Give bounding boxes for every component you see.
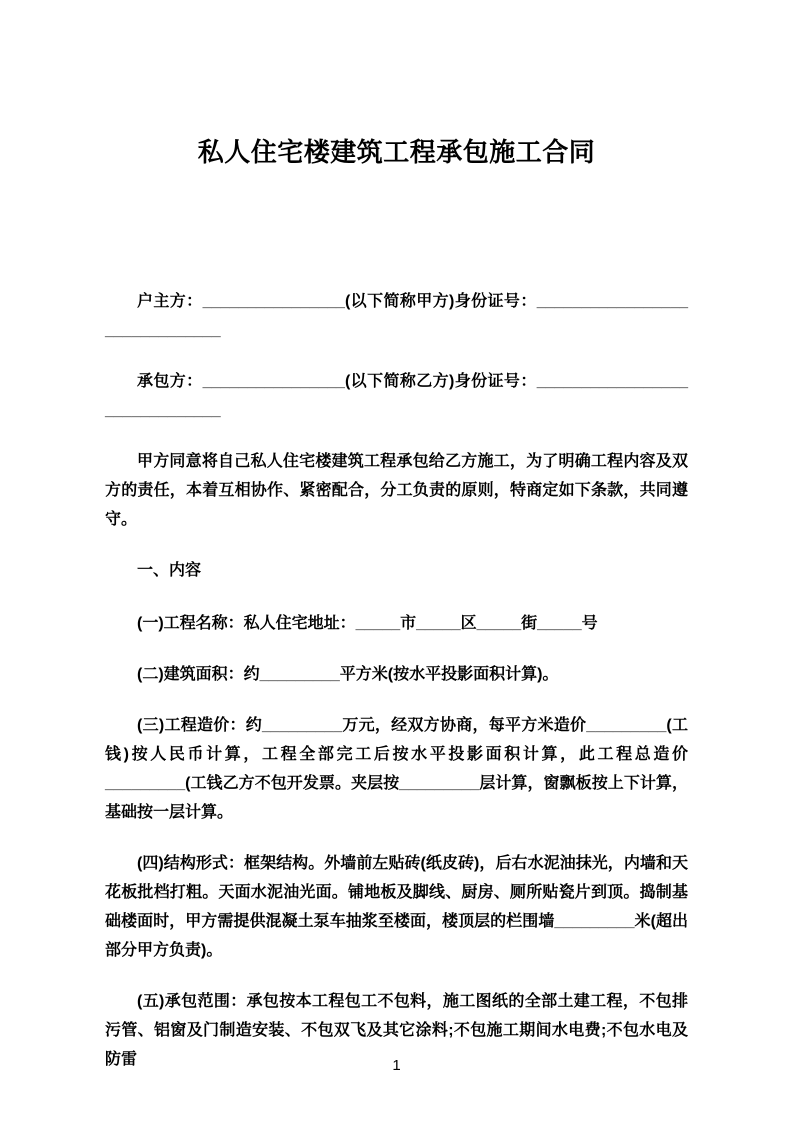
- document-title: 私人住宅楼建筑工程承包施工合同: [197, 137, 596, 167]
- page-number: 1: [392, 1057, 401, 1074]
- clause-project-name: (一)工程名称：私人住宅地址：_____市_____区_____街_____号: [137, 615, 598, 632]
- section-heading-content: 一、内容: [137, 562, 202, 579]
- clause-project-cost: (三)工程造价：约_________万元，经双方协商，每平方米造价_________(工钱)按人民币计算，工程全部完工后按水平投影面积计算，此工程总造价_________(工钱乙方不包开发票。夹层按_________层计算，窗飘板按上下计算，基础按一层计算。: [105, 717, 688, 821]
- intro-paragraph: 甲方同意将自己私人住宅楼建筑工程承包给乙方施工，为了明确工程内容及双方的责任，本着互相协作、紧密配合，分工负责的原则，特商定如下条款，共同遵守。: [105, 453, 688, 528]
- party-b-line: 承包方：________________(以下简称乙方)身份证号：______________________________: [105, 373, 688, 419]
- clause-structure-type: (四)结构形式：框架结构。外墙前左贴砖(纸皮砖)，后右水泥油抹光，内墙和天花板批档打粗。天面水泥油光面。铺地板及脚线、厨房、厕所贴瓷片到顶。捣制基础楼面时，甲方需提供混凝土泵车抽浆至楼面，楼顶层的栏围墙_________米(超出部分甲方负责)。: [105, 855, 688, 959]
- clause-building-area: (二)建筑面积：约_________平方米(按水平投影面积计算)。: [137, 666, 559, 683]
- party-a-line: 户主方：________________(以下简称甲方)身份证号：______________________________: [105, 293, 688, 339]
- clause-contract-scope: (五)承包范围：承包按本工程包工不包料，施工图纸的全部土建工程，不包排污管、铝窗及门制造安装、不包双飞及其它涂料;不包施工期间水电费;不包水电及防雷: [105, 993, 688, 1068]
- document-body: [105, 287, 688, 1074]
